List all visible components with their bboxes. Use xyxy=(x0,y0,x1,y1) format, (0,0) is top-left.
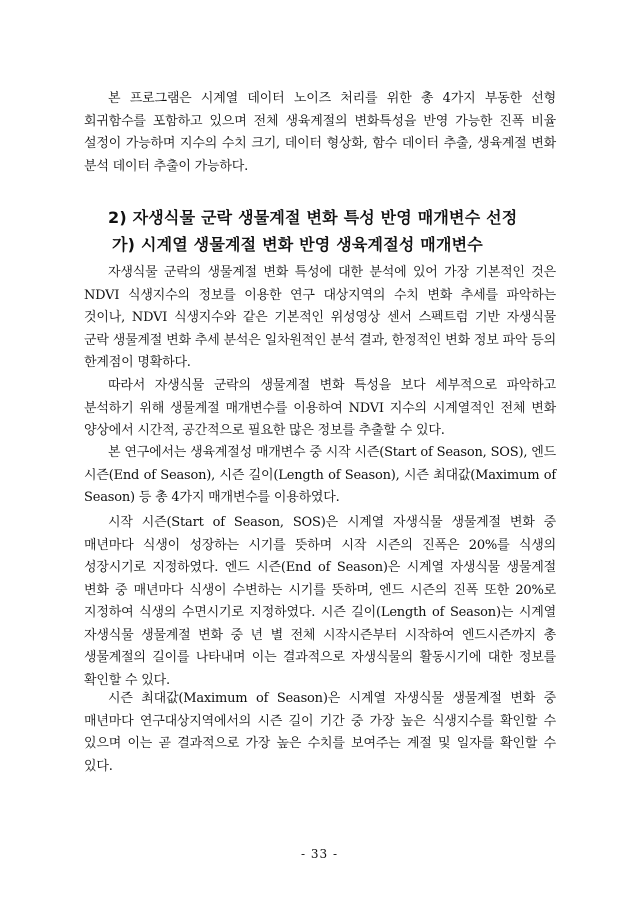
body-paragraph: 따라서 자생식물 군락의 생물계절 변화 특성을 보다 세부적으로 파악하고 분석하기 위해 생물계절 매개변수를 이용하여 NDVI 지수의 시계열적인 전체 변화 양상에서 시간적, 공간적으로 필요한 많은 정보를 추출할 수 있다. xyxy=(84,378,556,438)
body-paragraph: 본 프로그램은 시계열 데이터 노이즈 처리를 위한 총 4가지 부동한 선형 회귀함수를 포함하고 있으며 전체 생육계절의 변화특성을 반영 가능한 진폭 비율 설정이 가능하며 지수의 수치 크기, 데이터 형상화, 함수 데이터 추출, 생육계절 변화 분석 데이터 추출이 가능하다. xyxy=(84,91,556,174)
subsection-heading: 가) 시계열 생물계절 변화 반영 생육계절성 매개변수 xyxy=(112,235,483,254)
body-paragraph: 시작 시즌(Start of Season, SOS)은 시계열 자생식물 생물계절 변화 중 매년마다 식생이 성장하는 시기를 뜻하며 시작 시즌의 진폭은 20%를 식생의 성장시기로 지정하였다. 엔드 시즌(End of Season)은 시계열 자생식물 생물계절 변화 중 매년마다 식생이 수변하는 시기를 뜻하며, 엔드 시즌의 진폭 또한 20%로 지정하여 식생의 수면시기로 지정하였다. 시즌 길이(Length of Season)는 시계열 자생식물 생물계절 변화 중 년 별 전체 시작시즌부터 시작하여 엔드시즌까지 총 생물계절의 길이를 나타내며 이는 결과적으로 자생식물의 활동시기에 대한 정보를 확인할 수 있다. xyxy=(84,515,556,688)
body-paragraph: 자생식물 군락의 생물계절 변화 특성에 대한 분석에 있어 가장 기본적인 것은 NDVI 식생지수의 정보를 이용한 연구 대상지역의 수치 변화 추세를 파악하는 것이나, NDVI 식생지수와 같은 기본적인 위성영상 센서 스펙트럼 기반 자생식물 군락 생물계절 변화 추세 분석은 일차원적인 분석 결과, 한정적인 변화 정보 파악 등의 한계점이 명확하다. xyxy=(84,265,556,370)
section-heading: 2) 자생식물 군락 생물계절 변화 특성 반영 매개변수 선정 xyxy=(108,208,518,227)
body-paragraph: 시즌 최대값(Maximum of Season)은 시계열 자생식물 생물계절 변화 중 매년마다 연구대상지역에서의 시즌 길이 기간 중 가장 높은 식생지수를 확인할 수 있으며 이는 곧 결과적으로 가장 높은 수치를 보여주는 계절 및 일자를 확인할 수 있다. xyxy=(84,691,556,774)
body-paragraph: 본 연구에서는 생육계절성 매개변수 중 시작 시즌(Start of Season, SOS), 엔드 시즌(End of Season), 시즌 길이(Length of Season), 시즌 최대값(Maximum of Season) 등 총 4가지 매개변수를 이용하였다. xyxy=(84,445,556,505)
page-number: - 33 - xyxy=(300,847,338,861)
